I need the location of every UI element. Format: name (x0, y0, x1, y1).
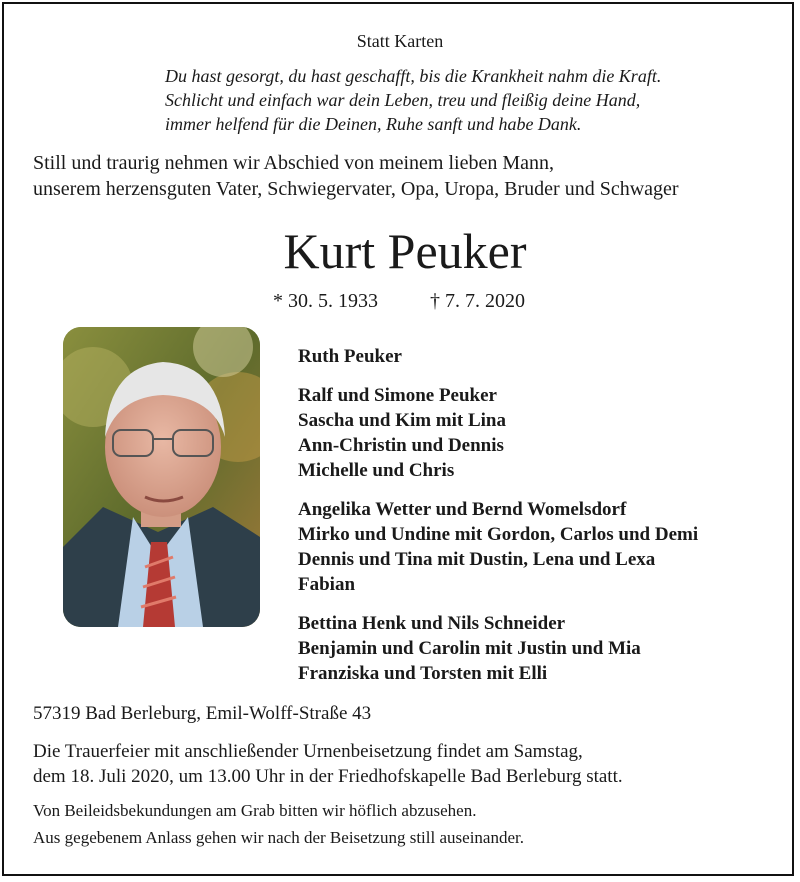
family-member: Angelika Wetter und Bernd Womelsdorf (298, 499, 627, 520)
birth-date: * 30. 5. 1933 (273, 290, 378, 312)
family-member: Fabian (298, 574, 356, 595)
poem-line: Schlicht und einfach war dein Leben, treu und fleißig deine Hand, (165, 90, 641, 110)
portrait-photo (63, 327, 260, 627)
portrait-image (63, 327, 260, 627)
deceased-name: Kurt Peuker (283, 223, 527, 279)
family-member: Sascha und Kim mit Lina (298, 410, 506, 431)
ceremony-line: dem 18. Juli 2020, um 13.00 Uhr in der Friedhofskapelle Bad Berleburg statt. (33, 766, 623, 787)
ceremony-line: Die Trauerfeier mit anschließender Urnenbeisetzung findet am Samstag, (33, 741, 583, 762)
intro-line: Still und traurig nehmen wir Abschied von meinem lieben Mann, (33, 152, 555, 174)
family-member: Mirko und Undine mit Gordon, Carlos und Demi (298, 524, 699, 545)
family-member: Dennis und Tina mit Dustin, Lena und Lexa (298, 549, 656, 570)
address: 57319 Bad Berleburg, Emil-Wolff-Straße 43 (33, 703, 372, 724)
poem-line: Du hast gesorgt, du hast geschafft, bis die Krankheit nahm die Kraft. (165, 66, 662, 86)
family-member: Bettina Henk und Nils Schneider (298, 613, 566, 634)
intro-line: unserem herzensguten Vater, Schwiegervater, Opa, Uropa, Bruder und Schwager (33, 178, 679, 200)
family-member: Ralf und Simone Peuker (298, 385, 497, 406)
note-line: Aus gegebenem Anlass gehen wir nach der Beisetzung still auseinander. (33, 828, 524, 847)
header-statt-karten: Statt Karten (356, 31, 444, 51)
family-member: Ann-Christin und Dennis (298, 435, 504, 456)
family-member: Michelle und Chris (298, 460, 455, 481)
note-line: Von Beileidsbekundungen am Grab bitten wir höflich abzusehen. (33, 801, 477, 820)
poem-line: immer helfend für die Deinen, Ruhe sanft und habe Dank. (165, 114, 582, 134)
family-member: Benjamin und Carolin mit Justin und Mia (298, 638, 641, 659)
family-member: Ruth Peuker (298, 346, 402, 367)
family-member: Franziska und Torsten mit Elli (298, 663, 548, 684)
death-date: † 7. 7. 2020 (430, 290, 525, 312)
